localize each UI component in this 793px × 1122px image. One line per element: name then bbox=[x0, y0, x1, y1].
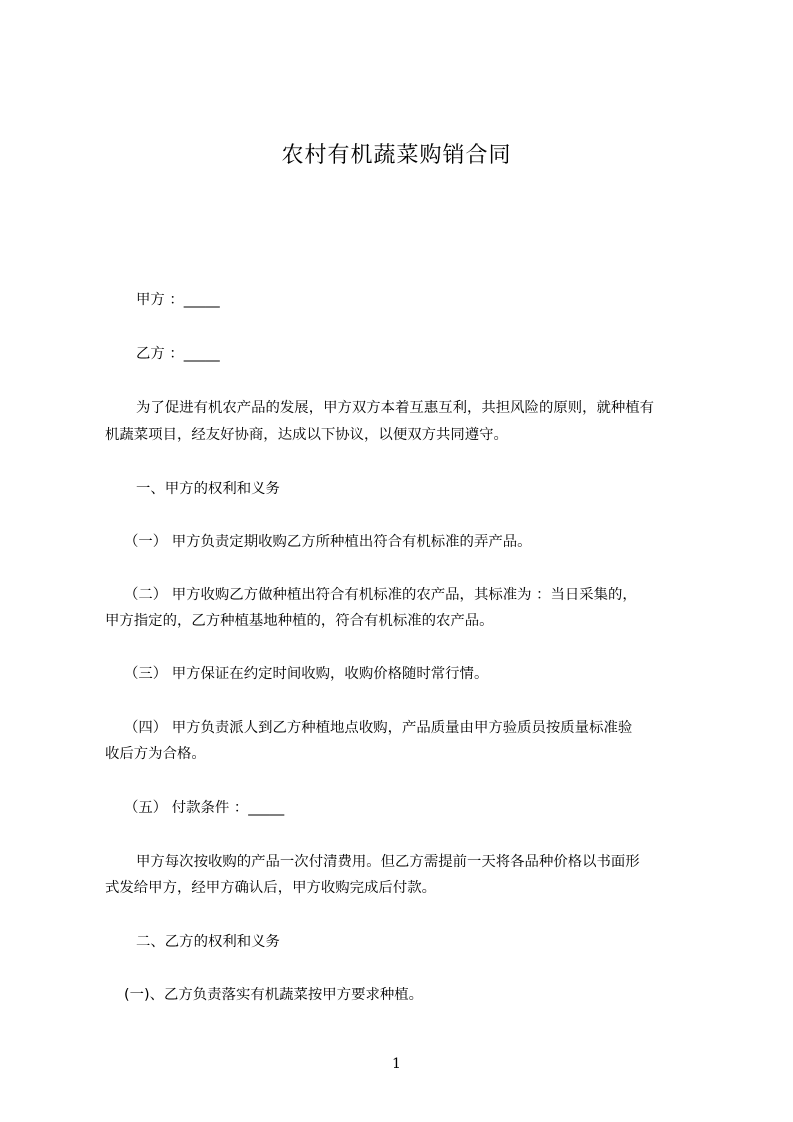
clause-2-1: (一)、乙方负责落实有机蔬菜按甲方要求种植。 bbox=[124, 987, 424, 1003]
payment-line-1: 甲方每次按收购的产品一次付清费用。但乙方需提前一天将各品种价格以书面形 bbox=[136, 854, 640, 870]
section-2-heading: 二、乙方的权利和义务 bbox=[136, 934, 280, 950]
document-title: 农村有机蔬菜购销合同 bbox=[281, 143, 512, 168]
clause-1-3: （三） 甲方保证在约定时间收购，收购价格随时常行情。 bbox=[124, 666, 489, 682]
page-number: 1 bbox=[392, 1056, 401, 1072]
clause-1-2-line-2: 甲方指定的，乙方种植基地种植的，符合有机标准的农产品。 bbox=[105, 613, 494, 629]
clause-1-4-line-2: 收后方为合格。 bbox=[105, 746, 206, 762]
intro-line-1: 为了促进有机农产品的发展，甲方双方本着互惠互利，共担风险的原则，就种植有 bbox=[136, 400, 655, 416]
party-a-line: 甲方 ：_____ bbox=[136, 292, 220, 308]
payment-line-2: 式发给甲方，经甲方确认后，甲方收购完成后付款。 bbox=[105, 880, 436, 896]
intro-line-2: 机蔬菜项目，经友好协商，达成以下协议，以便双方共同遵守。 bbox=[105, 427, 508, 443]
section-1-heading: 一、甲方的权利和义务 bbox=[136, 481, 280, 497]
clause-1-2-line-1: （二） 甲方收购乙方做种植出符合有机标准的农产品，其标准为 ：当日采集的， bbox=[124, 587, 637, 603]
clause-1-5: （五） 付款条件 ：_____ bbox=[124, 800, 285, 816]
party-b-line: 乙方 ：_____ bbox=[136, 346, 220, 362]
clause-1-1: （一） 甲方负责定期收购乙方所种植出符合有机标准的弄产品。 bbox=[124, 534, 532, 550]
clause-1-4-line-1: （四） 甲方负责派人到乙方种植地点收购，产品质量由甲方验质员按质量标准验 bbox=[124, 720, 633, 736]
